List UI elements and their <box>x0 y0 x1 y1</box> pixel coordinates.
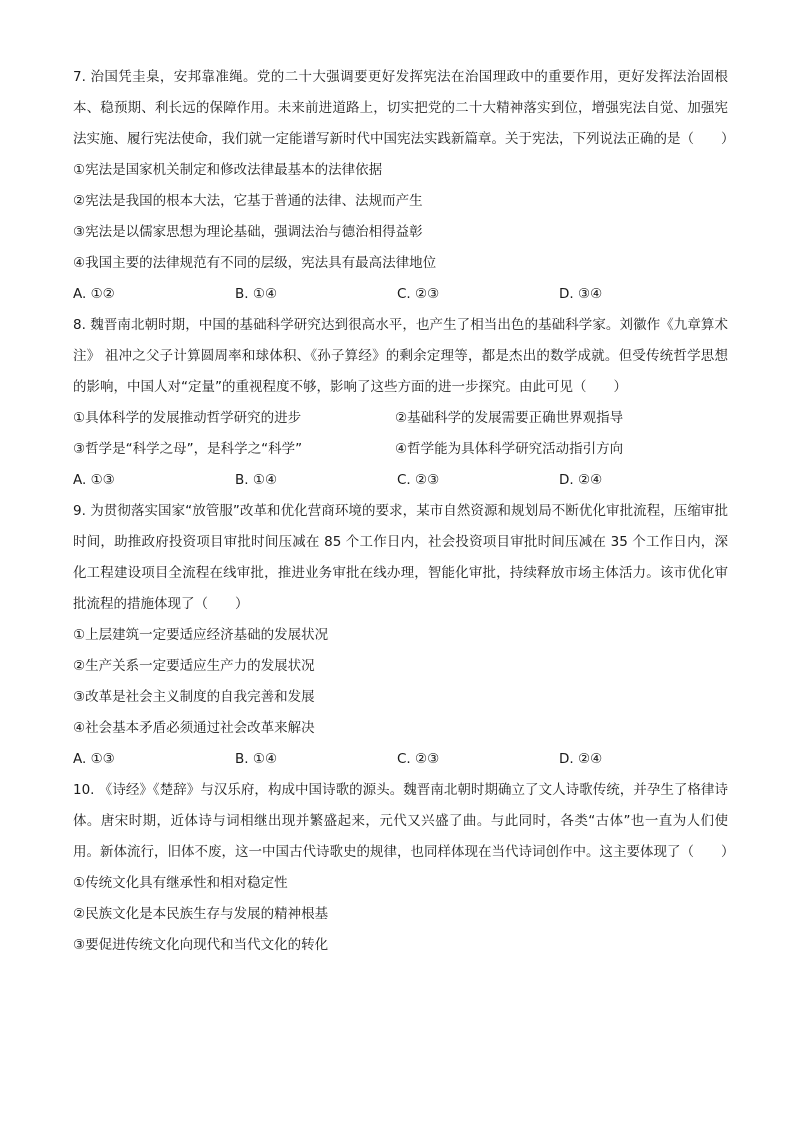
statement-option: ③宪法是以儒家思想为理论基础，强调法治与德治相得益彰 <box>73 224 423 240</box>
choice-a: A. ①② <box>73 286 115 302</box>
statement-option: ③要促进传统文化向现代和当代文化的转化 <box>73 937 329 953</box>
question-9 <box>73 496 728 775</box>
choice-c: C. ②③ <box>397 286 440 302</box>
statement-option: ②宪法是我国的根本大法，它基于普通的法律、法规而产生 <box>73 193 423 209</box>
question-8 <box>73 310 728 496</box>
statement-option: ②民族文化是本民族生存与发展的精神根基 <box>73 906 329 922</box>
answer-choices <box>73 744 728 775</box>
choice-b: B. ①④ <box>235 472 278 488</box>
choice-b: B. ①④ <box>235 286 278 302</box>
choice-d: D. ②④ <box>559 751 603 767</box>
statement-option: ②基础科学的发展需要正确世界观指导 <box>395 410 624 426</box>
statement-option: ①宪法是国家机关制定和修改法律最基本的法律依据 <box>73 162 383 178</box>
question-10 <box>73 775 735 961</box>
choice-a: A. ①③ <box>73 751 115 767</box>
choice-c: C. ②③ <box>397 751 440 767</box>
answer-choices <box>73 465 728 496</box>
choice-b: B. ①④ <box>235 751 278 767</box>
question-stem: 9. 为贯彻落实国家“放管服”改革和优化营商环境的要求，某市自然资源和规划局不断优化审批流程，压缩审批时间，助推政府投资项目审批时间压减在 85 个工作日内，社会投资项目审批时间压减在 35 个工作日内，深化工程建设项目全流程在线审批，推进业务审批在线办理，智能化审批，持续释放市场主体活力。该市优化审批流程的措施体现了（ ） <box>73 503 728 612</box>
statement-option: ④我国主要的法律规范有不同的层级，宪法具有最高法律地位 <box>73 255 437 271</box>
question-stem: 8. 魏晋南北朝时期，中国的基础科学研究达到很高水平，也产生了相当出色的基础科学家。刘徽作《九章算术注》 祖冲之父子计算圆周率和球体积、《孙子算经》的剩余定理等，都是杰出的数学成就。但受传统哲学思想的影响，中国人对“定量”的重视程度不够，影响了这些方面的进一步探究。由此可见（ ） <box>73 317 728 395</box>
choice-a: A. ①③ <box>73 472 115 488</box>
statement-pair <box>73 434 728 465</box>
question-stem: 7. 治国凭圭臬，安邦靠准绳。党的二十大强调要更好发挥宪法在治国理政中的重要作用，更好发挥法治固根本、稳预期、利长远的保障作用。未来前进道路上，切实把党的二十大精神落实到位，增强宪法自觉、加强宪法实施、履行宪法使命，我们就一定能谱写新时代中国宪法实践新篇章。关于宪法，下列说法正确的是（ ） <box>73 69 735 147</box>
statement-option: ②生产关系一定要适应生产力的发展状况 <box>73 658 315 674</box>
choice-d: D. ②④ <box>559 472 603 488</box>
answer-choices <box>73 279 728 310</box>
statement-option: ③改革是社会主义制度的自我完善和发展 <box>73 689 315 705</box>
question-7 <box>73 62 735 310</box>
choice-d: D. ③④ <box>559 286 603 302</box>
statement-option: ①具体科学的发展推动哲学研究的进步 <box>73 410 302 426</box>
statement-option: ④社会基本矛盾必须通过社会改革来解决 <box>73 720 315 736</box>
choice-c: C. ②③ <box>397 472 440 488</box>
statement-option: ①传统文化具有继承性和相对稳定性 <box>73 875 288 891</box>
exam-page <box>73 62 735 961</box>
statement-option: ③哲学是“科学之母”，是科学之“科学” <box>73 441 303 457</box>
statement-option: ①上层建筑一定要适应经济基础的发展状况 <box>73 627 329 643</box>
statement-option: ④哲学能为具体科学研究活动指引方向 <box>395 441 624 457</box>
question-stem: 10. 《诗经》《楚辞》与汉乐府，构成中国诗歌的源头。魏晋南北朝时期确立了文人诗歌传统，并孕生了格律诗体。唐宋时期，近体诗与词相继出现并繁盛起来，元代又兴盛了曲。与此同时，各类“古体”也一直为人们使用。新体流行，旧体不废，这一中国古代诗歌史的规律，也同样体现在当代诗词创作中。这主要体现了（ ） <box>73 782 735 860</box>
statement-pair <box>73 403 728 434</box>
